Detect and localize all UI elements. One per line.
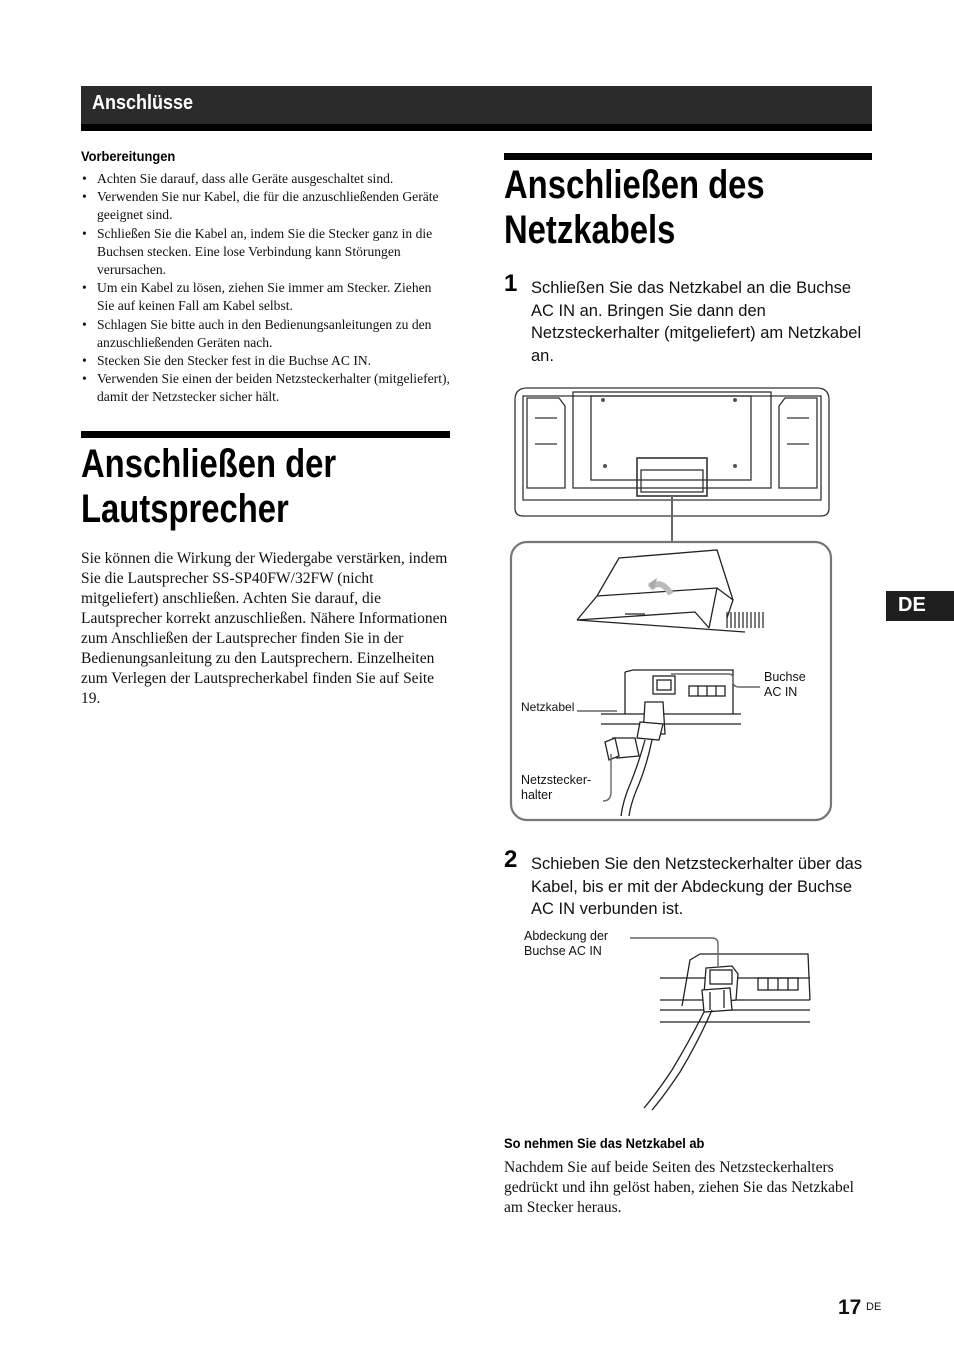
list-item: • Achten Sie darauf, dass alle Geräte ausgeschaltet sind. (81, 170, 451, 188)
power-title-line1: Anschließen des (504, 163, 765, 207)
label-power-cable: Netzkabel (521, 700, 575, 714)
section-title: Anschlüsse (92, 92, 194, 114)
preparations-heading: Vorbereitungen (81, 148, 176, 164)
power-title-rule (504, 153, 872, 160)
step-2-number: 2 (504, 846, 518, 873)
language-tab-label: DE (898, 594, 926, 616)
holder-attached-figure (620, 930, 820, 1112)
list-item: • Verwenden Sie einen der beiden Netzsteckerhalter (mitgeliefert), damit der Netzstecker sicher hält. (81, 370, 451, 406)
speakers-body: Sie können die Wirkung der Wiedergabe verstärken, indem Sie die Lautsprecher SS-SP40FW/32FW (nicht mitgeliefert) anschließen. Achten Sie darauf, die Lautsprecher korrekt anzuschließen. Nähere Informationen zum Anschließen der Lautsprecher finden Sie in der Bedienungsanleitung zu den Lautsprechern. Einzelheiten zum Verlegen der Lautsprecherkabel finden Sie auf Seite 19. (81, 550, 448, 707)
page-number: 17 (838, 1296, 862, 1319)
rear-panel-figure (505, 382, 840, 824)
preparations-list (81, 170, 451, 407)
list-item: • Schlagen Sie bitte auch in den Bedienungsanleitungen zu den anzuschließenden Geräten nach. (81, 316, 451, 352)
page-number-suffix: DE (866, 1301, 882, 1313)
language-tab (886, 591, 954, 621)
speakers-title (81, 442, 336, 532)
list-item: • Verwenden Sie nur Kabel, die für die anzuschließenden Geräte geeignet sind. (81, 188, 451, 224)
list-item: • Um ein Kabel zu lösen, ziehen Sie immer am Stecker. Ziehen Sie auf keinen Fall am Kabel selbst. (81, 279, 451, 315)
step-1-text: Schließen Sie das Netzkabel an die Buchse AC IN an. Bringen Sie dann den Netzsteckerhalter (mitgeliefert) am Netzkabel an. (531, 279, 862, 365)
speakers-title-line1: Anschließen der (81, 442, 337, 486)
step-1-number: 1 (504, 270, 518, 297)
section-header (81, 86, 872, 131)
label-socket-cover: Abdeckung der Buchse AC IN (524, 929, 609, 958)
remove-body: Nachdem Sie auf beide Seiten des Netzsteckerhalters gedrückt und ihn gelöst haben, ziehen Sie das Netzkabel am Stecker heraus. (504, 1159, 854, 1216)
power-title (504, 163, 765, 253)
speakers-title-rule (81, 431, 450, 438)
list-item: • Stecken Sie den Stecker fest in die Buchse AC IN. (81, 352, 451, 370)
speakers-title-line2: Lautsprecher (81, 487, 289, 531)
label-socket-ac-in: Buchse AC IN (764, 670, 806, 699)
remove-heading: So nehmen Sie das Netzkabel ab (504, 1135, 705, 1151)
step-2-text: Schieben Sie den Netzsteckerhalter über das Kabel, bis er mit der Abdeckung der Buchse AC IN verbunden ist. (531, 855, 863, 918)
label-plug-holder: Netzstecker- halter (521, 773, 592, 802)
power-title-line2: Netzkabels (504, 208, 676, 252)
list-item: • Schließen Sie die Kabel an, indem Sie die Stecker ganz in die Buchsen stecken. Eine lose Verbindung kann Störungen verursachen. (81, 225, 451, 280)
